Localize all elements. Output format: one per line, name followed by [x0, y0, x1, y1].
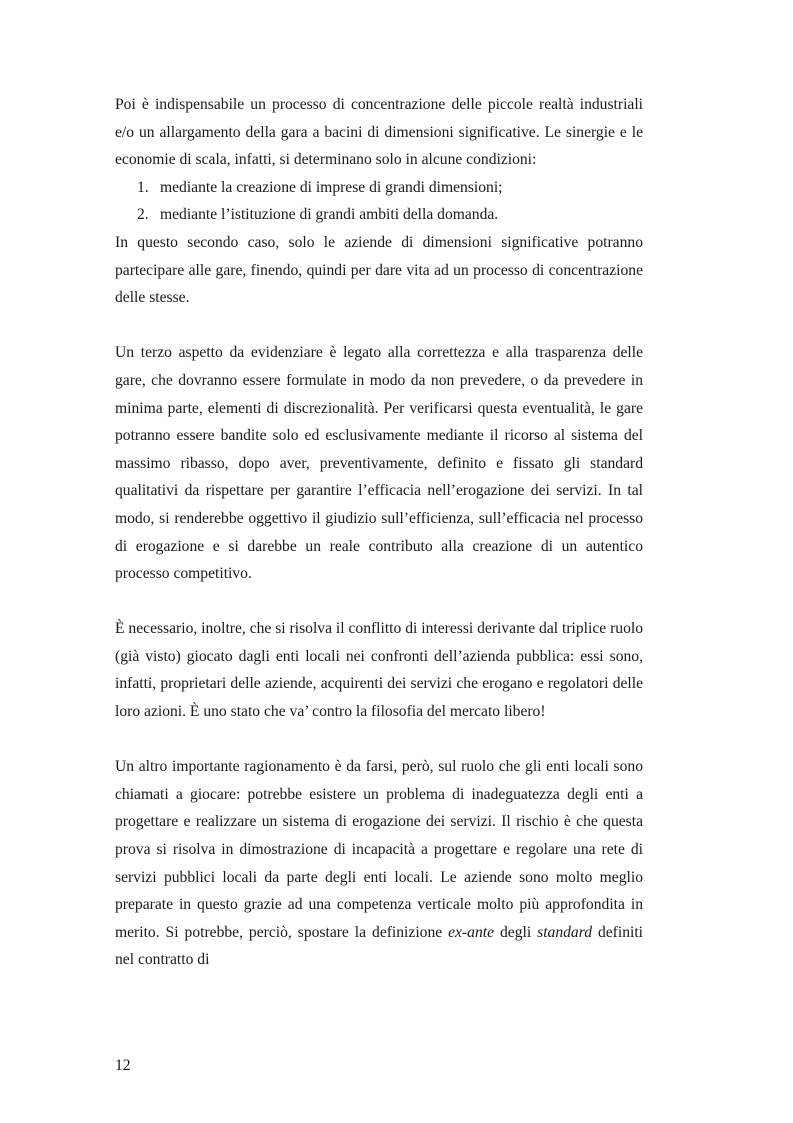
list-item-text: mediante l’istituzione di grandi ambiti della domanda. — [160, 206, 499, 224]
paragraph-text: Un altro importante ragionamento è da farsi, però, sul ruolo che gli enti locali sono chiamati a giocare: potrebbe esistere un problema di inadeguatezza degli enti a progettare e realizzare un sistema di erogazione dei servizi. Il rischio è che questa prova si risolva in dimostrazione di incapacità a progettare e regolare una rete di servizi pubblici locali da parte degli enti locali. Le aziende sono molto meglio preparate in questo grazie ad una competenza verticale molto più approfondita in merito. Si potrebbe, perciò, spostare la definizione — [115, 758, 643, 941]
italic-term-standard: standard — [537, 923, 592, 941]
document-body — [115, 91, 643, 974]
paragraph-text: degli — [494, 923, 538, 941]
paragraph-text: definiti nel contratto di — [115, 923, 643, 969]
paragraph-local-authorities — [115, 753, 643, 974]
paragraph-transparency: Un terzo aspetto da evidenziare è legato alla correttezza e alla trasparenza delle gare, che dovranno essere formulate in modo da non prevedere, o da prevedere in minima parte, elementi di discrezionalità. Per verificarsi questa eventualità, le gare potranno essere bandite solo ed esclusivamente mediante il ricorso al sistema del massimo ribasso, dopo aver, preventivamente, definito e fissato gli standard qualitativi da rispettare per garantire l’efficacia nell’erogazione dei servizi. In tal modo, si renderebbe oggettivo il giudizio sull’efficienza, sull’efficacia nel processo di erogazione e si darebbe un reale contributo alla creazione di un autentico processo competitivo. — [115, 344, 643, 583]
page-number: 12 — [115, 1057, 131, 1074]
paragraph-second-case: In questo secondo caso, solo le aziende di dimensioni significative potranno partecipare alle gare, finendo, quindi per dare vita ad un processo di concentrazione delle stesse. — [115, 233, 643, 307]
list-item-number: 1. — [137, 178, 149, 196]
list-item-number: 2. — [137, 206, 149, 224]
italic-term-ex-ante: ex-ante — [448, 923, 495, 941]
conditions-list — [115, 174, 643, 229]
list-item — [137, 174, 643, 202]
paragraph-concentration: Poi è indispensabile un processo di concentrazione delle piccole realtà industriali e/o un allargamento della gara a bacini di dimensioni significative. Le sinergie e le economie di scala, infatti, si determinano solo in alcune condizioni: — [115, 96, 643, 169]
list-item — [137, 201, 643, 229]
paragraph-conflict-of-interest: È necessario, inoltre, che si risolva il conflitto di interessi derivante dal triplice ruolo (già visto) giocato dagli enti locali nei confronti dell’azienda pubblica: essi sono, infatti, proprietari delle aziende, acquirenti dei servizi che erogano e regolatori delle loro azioni. È uno stato che va’ contro la filosofia del mercato libero! — [115, 620, 643, 721]
list-item-text: mediante la creazione di imprese di grandi dimensioni; — [160, 178, 503, 196]
